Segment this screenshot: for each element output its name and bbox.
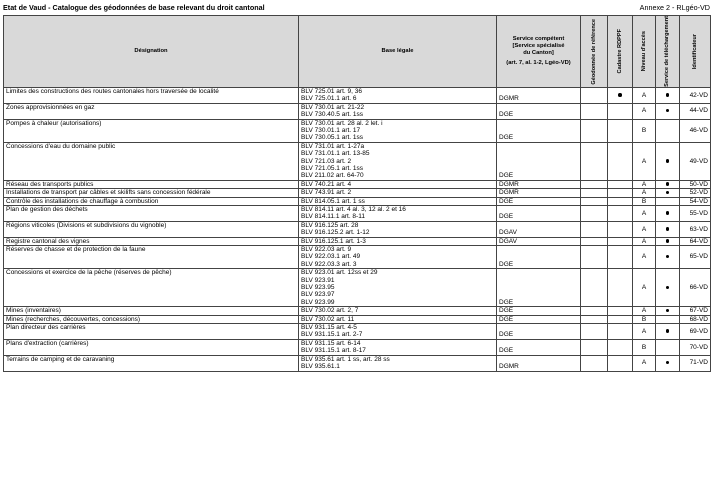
table-row <box>4 355 711 371</box>
cell-geodonnee-reference <box>581 355 608 371</box>
cell-identificateur: 64-VD <box>680 237 711 245</box>
bullet-icon <box>666 227 670 231</box>
cell-cadastre <box>608 315 633 323</box>
base-legale-line: BLV 916.125 art. 28 <box>301 221 359 229</box>
cell-base-legale <box>299 197 497 205</box>
annex-label: Annexe 2 - RLgéo-VD <box>639 3 710 12</box>
identificateur-header-text: Identificateur <box>691 33 698 69</box>
table-row <box>4 307 711 315</box>
cell-niveau-acces: B <box>633 315 656 323</box>
cell-telechargement <box>656 103 680 119</box>
cell-base-legale <box>299 315 497 323</box>
cell-geodonnee-reference <box>581 197 608 205</box>
cell-niveau-acces: A <box>633 189 656 197</box>
cell-cadastre <box>608 189 633 197</box>
cell-cadastre <box>608 355 633 371</box>
base-legale-line: BLV 743.91 art. 2 <box>301 189 352 197</box>
cell-designation: Réserves de chasse et de protection de la faune <box>4 246 299 269</box>
cell-geodonnee-reference <box>581 237 608 245</box>
cell-service: DGMR <box>497 87 581 103</box>
bullet-icon <box>666 211 670 215</box>
col-header-base-legale: Base légale <box>299 16 497 88</box>
base-legale-line: BLV 814.05.1 art. 1 ss <box>301 197 365 205</box>
cell-base-legale <box>299 324 497 340</box>
telechargement-header-text: Service de téléchargement <box>664 16 671 87</box>
base-legale-line: BLV 935.61 art. 1 ss, art. 28 ss <box>301 355 390 363</box>
bullet-icon <box>666 109 670 113</box>
cell-designation: Concessions d'eau du domaine public <box>4 142 299 180</box>
cell-cadastre <box>608 237 633 245</box>
cell-base-legale <box>299 87 497 103</box>
cell-geodonnee-reference <box>581 119 608 142</box>
bullet-icon <box>666 159 670 163</box>
base-legale-line: BLV 211.02 art. 64-70 <box>301 172 364 180</box>
cell-identificateur: 71-VD <box>680 355 711 371</box>
cell-niveau-acces: B <box>633 339 656 355</box>
cell-service: DGE <box>497 246 581 269</box>
cell-identificateur: 46-VD <box>680 119 711 142</box>
cell-telechargement <box>656 189 680 197</box>
table-row <box>4 119 711 142</box>
cell-identificateur: 70-VD <box>680 339 711 355</box>
cell-cadastre <box>608 221 633 237</box>
base-legale-line: BLV 731.01 art. 1-27a <box>301 142 365 150</box>
cell-geodonnee-reference <box>581 246 608 269</box>
col-header-identificateur <box>680 16 711 88</box>
cell-identificateur: 50-VD <box>680 180 711 188</box>
cell-telechargement <box>656 197 680 205</box>
cell-telechargement <box>656 142 680 180</box>
table-row <box>4 189 711 197</box>
cell-cadastre <box>608 87 633 103</box>
base-legale-line: BLV 923.99 <box>301 298 335 306</box>
cell-telechargement <box>656 269 680 307</box>
cell-service: DGE <box>497 103 581 119</box>
col-header-geodonnees <box>581 16 608 88</box>
cell-niveau-acces: A <box>633 324 656 340</box>
geodata-catalogue-table <box>3 15 711 372</box>
base-legale-line: BLV 725.01 art. 9, 36 <box>301 87 362 95</box>
table-row <box>4 315 711 323</box>
cadastre-header-text: Cadastre RDPPF <box>616 29 623 74</box>
cell-geodonnee-reference <box>581 180 608 188</box>
cell-base-legale <box>299 205 497 221</box>
table-row <box>4 87 711 103</box>
base-legale-line: BLV 730.01 art. 21-22 <box>301 103 365 111</box>
cell-geodonnee-reference <box>581 103 608 119</box>
base-legale-line: BLV 730.02 art. 11 <box>301 315 355 323</box>
table-row <box>4 103 711 119</box>
cell-designation: Limites des constructions des routes cantonales hors traversée de localité <box>4 87 299 103</box>
base-legale-line: BLV 931.15 art. 6-14 <box>301 339 361 347</box>
cell-telechargement <box>656 119 680 142</box>
cell-cadastre <box>608 197 633 205</box>
table-body <box>4 87 711 371</box>
cell-niveau-acces: A <box>633 307 656 315</box>
cell-identificateur: 49-VD <box>680 142 711 180</box>
cell-service: DGMR <box>497 180 581 188</box>
cell-identificateur: 69-VD <box>680 324 711 340</box>
table-row <box>4 197 711 205</box>
niveau-header-text: Niveau d'accès <box>640 31 647 72</box>
cell-cadastre <box>608 205 633 221</box>
cell-designation: Régions viticoles (Divisions et subdivisions du vignoble) <box>4 221 299 237</box>
base-legale-line: BLV 923.01 art. 12ss et 29 <box>301 269 378 277</box>
cell-service: DGAV <box>497 221 581 237</box>
cell-service: DGE <box>497 269 581 307</box>
cell-designation: Installations de transport par câbles et skilifts sans concession fédérale <box>4 189 299 197</box>
base-legale-line: BLV 922.03 art. 9 <box>301 246 352 254</box>
cell-identificateur: 42-VD <box>680 87 711 103</box>
cell-identificateur: 68-VD <box>680 315 711 323</box>
cell-identificateur: 55-VD <box>680 205 711 221</box>
cell-base-legale <box>299 237 497 245</box>
cell-cadastre <box>608 119 633 142</box>
base-legale-line: BLV 731.01.1 art. 13-85 <box>301 150 370 158</box>
cell-designation: Mines (recherches, découvertes, concessions) <box>4 315 299 323</box>
base-legale-line: BLV 814.11 art. 4 al. 3, 12 al. 2 et 16 <box>301 205 406 213</box>
cell-telechargement <box>656 205 680 221</box>
cell-base-legale <box>299 180 497 188</box>
table-row <box>4 246 711 269</box>
bullet-icon <box>666 255 670 259</box>
page-header <box>3 3 710 13</box>
col-header-service <box>497 16 581 88</box>
service-header-line: du Canton] <box>523 49 554 56</box>
table-row <box>4 142 711 180</box>
cell-service: DGE <box>497 339 581 355</box>
service-header-line: (art. 7, al. 1-2, Lgéo-VD) <box>506 59 571 66</box>
base-legale-line: BLV 922.03.1 art. 49 <box>301 253 361 261</box>
base-legale-line: BLV 730.02 art. 2, 7 <box>301 307 359 315</box>
cell-designation: Pompes à chaleur (autorisations) <box>4 119 299 142</box>
table-row <box>4 339 711 355</box>
cell-geodonnee-reference <box>581 205 608 221</box>
bullet-icon <box>666 182 670 186</box>
cell-niveau-acces: A <box>633 221 656 237</box>
cell-service: DGMR <box>497 355 581 371</box>
cell-base-legale <box>299 355 497 371</box>
cell-identificateur: 52-VD <box>680 189 711 197</box>
bullet-icon <box>666 309 670 313</box>
base-legale-line: BLV 935.61.1 <box>301 363 340 371</box>
table-row <box>4 221 711 237</box>
cell-service: DGE <box>497 324 581 340</box>
cell-niveau-acces: A <box>633 205 656 221</box>
cell-cadastre <box>608 324 633 340</box>
cell-base-legale <box>299 119 497 142</box>
cell-telechargement <box>656 324 680 340</box>
bullet-icon <box>666 286 670 290</box>
service-header-line: Service compétent <box>512 35 565 42</box>
cell-cadastre <box>608 339 633 355</box>
cell-telechargement <box>656 307 680 315</box>
cell-base-legale <box>299 142 497 180</box>
cell-base-legale <box>299 221 497 237</box>
bullet-icon <box>666 239 670 243</box>
col-header-telechargement <box>656 16 680 88</box>
base-legale-line: BLV 923.97 <box>301 291 335 299</box>
cell-telechargement <box>656 221 680 237</box>
base-legale-line: BLV 725.01.1 art. 6 <box>301 95 357 103</box>
cell-base-legale <box>299 307 497 315</box>
cell-cadastre <box>608 307 633 315</box>
cell-base-legale <box>299 103 497 119</box>
col-header-designation: Désignation <box>4 16 299 88</box>
cell-identificateur: 63-VD <box>680 221 711 237</box>
cell-base-legale <box>299 339 497 355</box>
table-row <box>4 324 711 340</box>
table-header-row <box>4 16 711 88</box>
cell-cadastre <box>608 246 633 269</box>
base-legale-line: BLV 916.125.2 art. 1-12 <box>301 229 370 237</box>
bullet-icon <box>666 93 670 97</box>
cell-geodonnee-reference <box>581 189 608 197</box>
base-legale-line: BLV 923.91 <box>301 276 335 284</box>
bullet-icon <box>666 329 670 333</box>
cell-geodonnee-reference <box>581 315 608 323</box>
base-legale-line: BLV 922.03.3 art. 3 <box>301 260 357 268</box>
cell-identificateur: 54-VD <box>680 197 711 205</box>
col-header-niveau <box>633 16 656 88</box>
cell-designation: Plan directeur des carrières <box>4 324 299 340</box>
cell-base-legale <box>299 246 497 269</box>
table-row <box>4 180 711 188</box>
cell-service: DGAV <box>497 237 581 245</box>
table-row <box>4 237 711 245</box>
cell-service: DGE <box>497 205 581 221</box>
cell-designation: Plans d'extraction (carrières) <box>4 339 299 355</box>
base-legale-line: BLV 730.40.5 art. 1ss <box>301 111 364 119</box>
base-legale-line: BLV 923.95 <box>301 284 335 292</box>
base-legale-line: BLV 730.01 art. 28 al. 2 let. i <box>301 119 383 127</box>
cell-designation: Contrôle des installations de chauffage à combustion <box>4 197 299 205</box>
base-legale-line: BLV 730.01.1 art. 17 <box>301 126 361 134</box>
cell-cadastre <box>608 103 633 119</box>
cell-service: DGMR <box>497 189 581 197</box>
cell-cadastre <box>608 142 633 180</box>
cell-niveau-acces: A <box>633 246 656 269</box>
cell-telechargement <box>656 339 680 355</box>
cell-designation: Zones approvisionnées en gaz <box>4 103 299 119</box>
cell-niveau-acces: A <box>633 87 656 103</box>
base-legale-line: BLV 916.125.1 art. 1-3 <box>301 237 366 245</box>
base-legale-line: BLV 721.05.1 art. 1ss <box>301 164 364 172</box>
table-row <box>4 205 711 221</box>
base-legale-line: BLV 931.15.1 art. 2-7 <box>301 331 363 339</box>
cell-identificateur: 66-VD <box>680 269 711 307</box>
cell-geodonnee-reference <box>581 87 608 103</box>
bullet-icon <box>618 93 622 97</box>
cell-geodonnee-reference <box>581 142 608 180</box>
cell-niveau-acces: B <box>633 119 656 142</box>
cell-service: DGE <box>497 119 581 142</box>
service-header-line: [Service spécialisé <box>512 42 565 49</box>
cell-service: DGE <box>497 142 581 180</box>
cell-geodonnee-reference <box>581 221 608 237</box>
cell-telechargement <box>656 246 680 269</box>
cell-niveau-acces: A <box>633 103 656 119</box>
col-header-cadastre <box>608 16 633 88</box>
base-legale-line: BLV 740.21 art. 4 <box>301 180 352 188</box>
cell-cadastre <box>608 269 633 307</box>
bullet-icon <box>666 191 670 195</box>
cell-service: DGE <box>497 315 581 323</box>
cell-identificateur: 44-VD <box>680 103 711 119</box>
cell-niveau-acces: A <box>633 269 656 307</box>
cell-designation: Réseau des transports publics <box>4 180 299 188</box>
base-legale-line: BLV 931.15.1 art. 8-17 <box>301 347 366 355</box>
cell-telechargement <box>656 355 680 371</box>
cell-service: DGE <box>497 197 581 205</box>
cell-designation: Concessions et exercice de la pêche (réserves de pêche) <box>4 269 299 307</box>
cell-geodonnee-reference <box>581 339 608 355</box>
cell-niveau-acces: B <box>633 197 656 205</box>
cell-niveau-acces: A <box>633 355 656 371</box>
cell-telechargement <box>656 180 680 188</box>
cell-geodonnee-reference <box>581 269 608 307</box>
cell-identificateur: 67-VD <box>680 307 711 315</box>
cell-designation: Mines (inventaires) <box>4 307 299 315</box>
cell-base-legale <box>299 189 497 197</box>
geodonnees-header-text: Géodonnée de référence <box>590 18 597 85</box>
cell-telechargement <box>656 315 680 323</box>
cell-niveau-acces: A <box>633 237 656 245</box>
cell-geodonnee-reference <box>581 324 608 340</box>
cell-niveau-acces: A <box>633 180 656 188</box>
cell-base-legale <box>299 269 497 307</box>
base-legale-line: BLV 814.11.1 art. 8-11 <box>301 213 365 221</box>
cell-designation: Registre cantonal des vignes <box>4 237 299 245</box>
cell-cadastre <box>608 180 633 188</box>
cell-designation: Terrains de camping et de caravaning <box>4 355 299 371</box>
cell-designation: Plan de gestion des déchets <box>4 205 299 221</box>
cell-service: DGE <box>497 307 581 315</box>
table-row <box>4 269 711 307</box>
cell-geodonnee-reference <box>581 307 608 315</box>
base-legale-line: BLV 730.05.1 art. 1ss <box>301 134 364 142</box>
cell-niveau-acces: A <box>633 142 656 180</box>
bullet-icon <box>666 361 670 365</box>
base-legale-line: BLV 931.15 art. 4-5 <box>301 324 357 332</box>
base-legale-line: BLV 721.03 art. 2 <box>301 157 352 165</box>
document-title: Etat de Vaud - Catalogue des géodonnées de base relevant du droit cantonal <box>3 3 265 12</box>
cell-identificateur: 65-VD <box>680 246 711 269</box>
cell-telechargement <box>656 87 680 103</box>
cell-telechargement <box>656 237 680 245</box>
